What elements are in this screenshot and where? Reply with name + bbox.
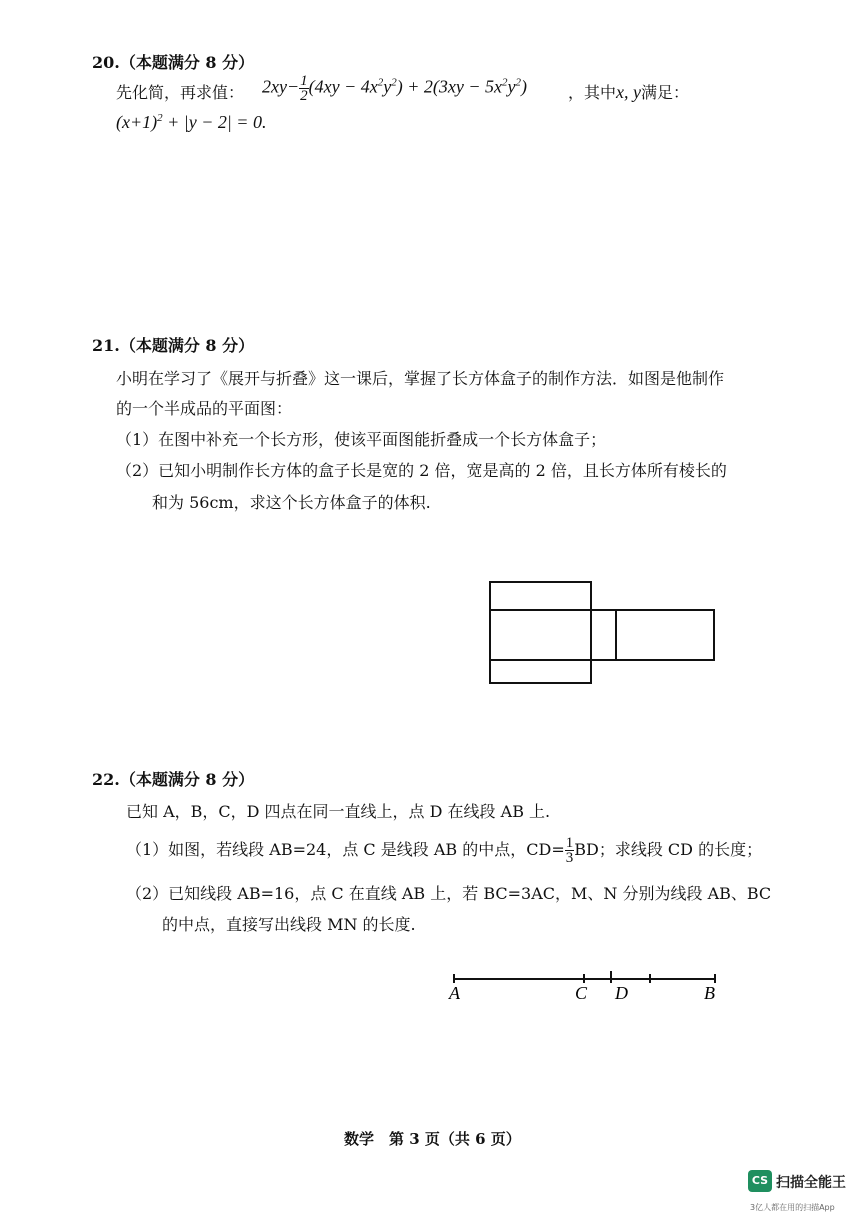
q22-header: 22.（本题满分 8 分） (92, 770, 255, 789)
box-net-figure (485, 575, 720, 690)
q20-cond-a: (x+1) (116, 112, 158, 132)
q20-suffix2: 满足： (641, 83, 690, 102)
q20-exp: 2 (391, 76, 397, 89)
net-bottom-rect (490, 660, 591, 683)
segment-figure (445, 965, 725, 1010)
q20-suffix-text: ，其中 (568, 83, 617, 102)
q22-part1-tail: BD；求线段 CD 的长度； (574, 840, 763, 859)
q22-frac-den: 3 (565, 850, 574, 866)
q21-part2b: 和为 56cm，求这个长方体盒子的体积. (152, 493, 431, 512)
q20-expr-c: y (383, 76, 392, 97)
q22-cd-label: CD= (526, 840, 565, 859)
q20-frac-den: 2 (300, 88, 308, 104)
label-c: C (575, 983, 588, 1003)
q22-fraction (565, 836, 575, 865)
q20-expr-a: 2xy (262, 76, 287, 97)
q20-header: 20.（本题满分 8 分） (92, 53, 255, 72)
q20-exp: 2 (157, 112, 163, 124)
q20-vars: x, y (616, 82, 641, 102)
q20-expr-minus: − (286, 76, 300, 97)
q20-suffix (568, 80, 689, 103)
label-a: A (449, 983, 460, 1003)
q22-line1: 已知 A，B，C，D 四点在同一直线上，点 D 在线段 AB 上. (126, 802, 551, 821)
label-b: B (704, 983, 715, 1003)
q20-fraction (299, 74, 309, 103)
q20-exp: 2 (515, 76, 522, 89)
q20-expression (262, 74, 527, 103)
scanner-tagline: 3亿人都在用的扫描App (750, 1203, 835, 1212)
q20-expr-f: (3xy − 5x (432, 76, 503, 97)
q20-expr-g: y (507, 76, 516, 97)
q22-part2a: （2）已知线段 AB=16，点 C 在直线 AB 上，若 BC=3AC，M、N 分别为线段 AB、BC (126, 884, 772, 903)
q20-prompt-text: 先化简，再求值： (116, 83, 245, 102)
q20-cond-b: + |y − 2| = 0. (162, 112, 267, 132)
q20-expr-b: (4xy − 4x (308, 76, 378, 97)
q20-exp: 2 (502, 76, 508, 89)
q22-part2b: 的中点，直接写出线段 MN 的长度. (162, 915, 416, 934)
q20-exp: 2 (377, 76, 384, 89)
q22-frac-num: 1 (565, 835, 574, 851)
q20-expr-d: ) (396, 76, 403, 97)
q20-expr-h: ) (521, 76, 528, 97)
q21-part1: （1）在图中补充一个长方形，使该平面图能折叠成一个长方体盒子； (116, 430, 607, 449)
q21-line1: 小明在学习了《展开与折叠》这一课后，掌握了长方体盒子的制作方法．如图是他制作 (116, 369, 725, 388)
scanner-name: 扫描全能王 (776, 1175, 846, 1191)
net-right-rect (616, 610, 714, 660)
net-side-rect (591, 610, 616, 660)
q20-expr-e: + 2 (402, 76, 433, 97)
q22-part1 (126, 836, 762, 865)
label-d: D (615, 983, 628, 1003)
net-top-rect (490, 582, 591, 610)
q21-header: 21.（本题满分 8 分） (92, 336, 255, 355)
net-middle-rect (490, 610, 591, 660)
q22-part1-text: （1）如图，若线段 AB=24，点 C 是线段 AB 的中点， (126, 840, 527, 859)
q20-frac-num: 1 (300, 73, 308, 89)
scanner-logo: CS (748, 1170, 772, 1192)
q20-condition (116, 112, 266, 133)
q21-part2a: （2）已知小明制作长方体的盒子长是宽的 2 倍，宽是高的 2 倍，且长方体所有棱长的 (116, 461, 727, 480)
q20-prompt (116, 80, 244, 103)
q21-line2: 的一个半成品的平面图： (116, 399, 293, 418)
page-footer: 数学 第 3 页（共 6 页） (344, 1130, 521, 1148)
